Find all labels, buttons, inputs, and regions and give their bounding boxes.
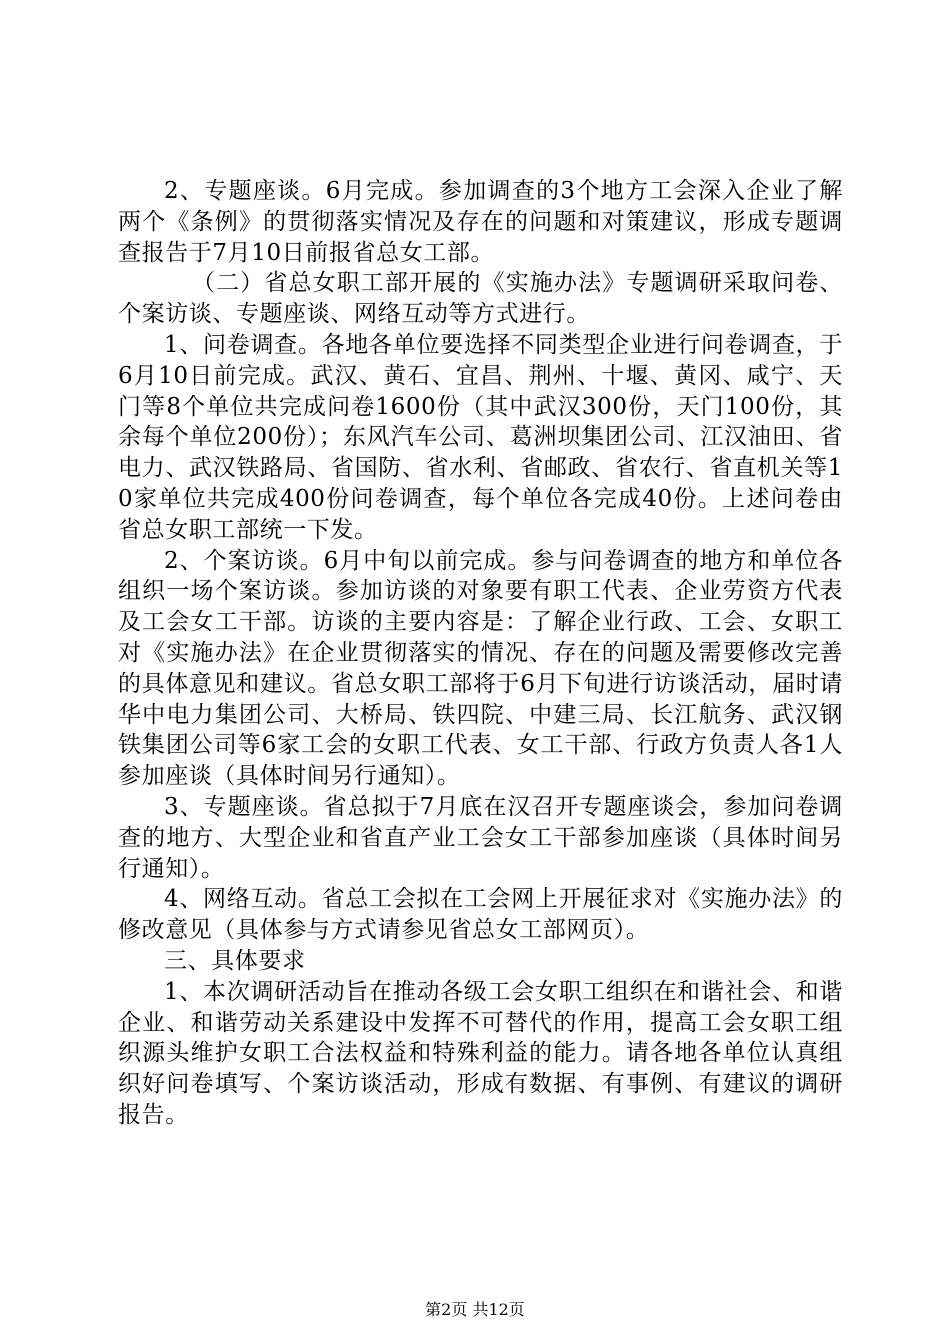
page-footer: 第2页 共12页: [425, 1300, 525, 1319]
paragraph-requirement-one: 1、本次调研活动旨在推动各级工会女职工组织在和谐社会、和谐企业、和谐劳动关系建设中发挥不可替代的作用，提高工会女职工组织源头维护女职工合法权益和特殊利益的能力。请各地各单位认真组织好问卷填写、个案访谈活动，形成有数据、有事例、有建议的调研报告。: [118, 978, 843, 1128]
section-heading-requirements: 三、具体要求: [164, 947, 306, 974]
paragraph-section-two: （二）省总女职工部开展的《实施办法》专题调研采取问卷、个案访谈、专题座谈、网络互动等方式进行。: [118, 270, 843, 328]
paragraph-special-forum: 3、专题座谈。省总拟于7月底在汉召开专题座谈会，参加问卷调查的地方、大型企业和省直产业工会女工干部参加座谈（具体时间另行通知）。: [118, 793, 843, 882]
paragraph-case-interview: 2、个案访谈。6月中旬以前完成。参与问卷调查的地方和单位各组织一场个案访谈。参加访谈的对象要有职工代表、企业劳资方代表及工会女工干部。访谈的主要内容是：了解企业行政、工会、女职工对《实施办法》在企业贯彻落实的情况、存在的问题及需要修改完善的具体意见和建议。省总女职工部将于6月下旬进行访谈活动，届时请华中电力集团公司、大桥局、铁四院、中建三局、长江航务、武汉钢铁集团公司等6家工会的女职工代表、女工干部、行政方负责人各1人参加座谈（具体时间另行通知）。: [118, 547, 843, 790]
paragraph-online-interaction: 4、网络互动。省总工会拟在工会网上开展征求对《实施办法》的修改意见（具体参与方式请参见省总女工部网页）。: [118, 886, 843, 944]
paragraph-topic-forum: 2、专题座谈。6月完成。参加调查的3个地方工会深入企业了解两个《条例》的贯彻落实情况及存在的问题和对策建议，形成专题调查报告于7月10日前报省总女工部。: [118, 178, 843, 266]
document-body: [118, 176, 843, 1131]
paragraph-questionnaire: 1、问卷调查。各地各单位要选择不同类型企业进行问卷调查，于6月10日前完成。武汉、黄石、宜昌、荆州、十堰、黄冈、咸宁、天门等8个单位共完成问卷1600份（其中武汉300份，天门100份，其余每个单位200份）；东风汽车公司、葛洲坝集团公司、江汉油田、省电力、武汉铁路局、省国防、省水利、省邮政、省农行、省直机关等10家单位共完成400份问卷调查，每个单位各完成40份。上述问卷由省总女职工部统一下发。: [118, 331, 843, 543]
